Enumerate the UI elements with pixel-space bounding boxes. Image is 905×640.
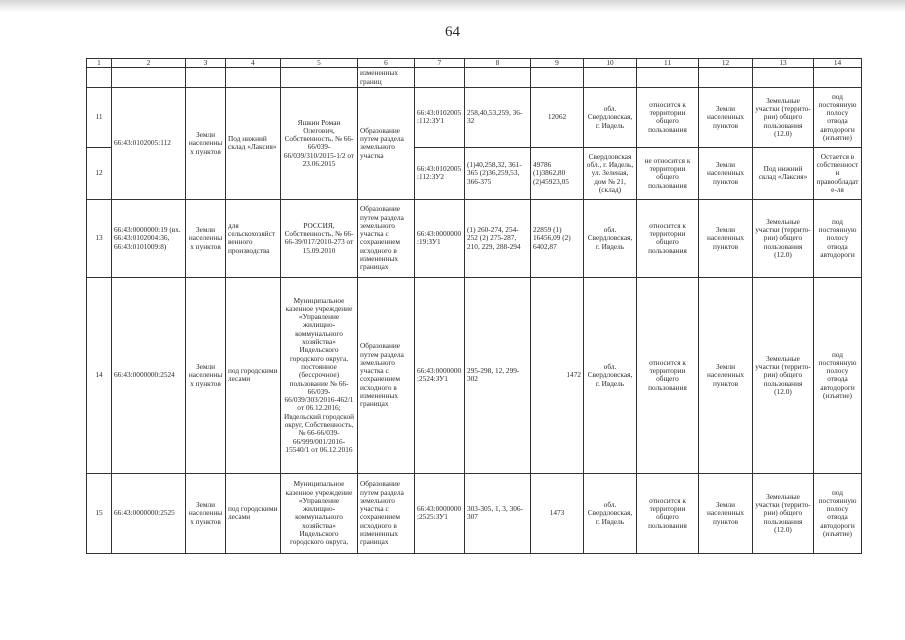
permitted-use: под городскими лесами [226,277,281,473]
new-land-category: Земли населенных пунктов [699,277,753,473]
boundary-points: 258,40,53,259, 36-32 [465,87,531,147]
permitted-use: Под нижний склад «Лаксия» [226,87,281,199]
row-number: 11 [87,87,112,147]
new-permitted-use: Земельные участки (террито-рии) общего пользования (12.0) [753,199,814,277]
header-cell: 8 [465,59,531,68]
purpose: под постоянную полосу отвода автодороги [814,199,862,277]
new-land-category: Земли населенных пунктов [699,147,753,199]
address: обл. Свердловская, г. Ивдель [584,199,637,277]
new-parcel-number: 66:43:0000000:19:ЗУ1 [415,199,465,277]
formation-cell: измененных границ [358,68,415,88]
boundary-points: 295-298, 12, 299-302 [465,277,531,473]
new-parcel-number: 66:43:0000000:2525:ЗУ1 [415,473,465,553]
header-cell: 13 [753,59,814,68]
new-permitted-use: Земельные участки (террито-рии) общего пользования (12.0) [753,277,814,473]
land-category: Земли населенных пунктов [186,87,226,199]
new-permitted-use: Земельные участки (террито-рии) общего пользования (12.0) [753,87,814,147]
cadastral-number: 66:43:0000000:19 (вх. 66:43:0102004:36, 66:43:0101009:8) [112,199,186,277]
header-cell: 9 [531,59,584,68]
row-number: 15 [87,473,112,553]
scan-top-band [0,0,905,12]
formation-method: Образование путем раздела земельного участка с сохранением исходного в измененных границах [358,277,415,473]
table-row [87,199,862,277]
header-cell: 4 [226,59,281,68]
public-use-relation: относится к территории общего пользования [637,87,699,147]
boundary-points: 303-305, 1, 3, 306-307 [465,473,531,553]
new-parcel-number: 66:43:0102005:112:ЗУ1 [415,87,465,147]
address: Свердловская обл., г. Ивдель, ул. Зеленая, дом № 21, (склад) [584,147,637,199]
header-cell: 6 [358,59,415,68]
purpose: под постоянную полосу отвода автодороги (изъятие) [814,473,862,553]
formation-method: Образование путем раздела земельного участка с сохранением исходного в измененных границах [358,473,415,553]
area: 12062 [531,87,584,147]
address: обл. Свердловская, г. Ивдель [584,277,637,473]
land-category: Земли населенных пунктов [186,277,226,473]
header-cell: 11 [637,59,699,68]
boundary-points: (1) 260-274, 254-252 (2) 275-287, 210, 229, 288-294 [465,199,531,277]
header-cell: 12 [699,59,753,68]
new-parcel-number: 66:43:0102005:112:ЗУ2 [415,147,465,199]
header-cell: 1 [87,59,112,68]
owner-rights: Муниципальное казенное учреждение «Управление жилищно-коммунального хозяйства» Ивдельского городского округа, [281,473,358,553]
row-number: 12 [87,147,112,199]
public-use-relation: относится к территории общего пользования [637,199,699,277]
address: обл. Свердловская, г. Ивдель [584,473,637,553]
row-number: 14 [87,277,112,473]
header-cell: 5 [281,59,358,68]
parcel-table [86,58,862,554]
permitted-use: под городскими лесами [226,473,281,553]
header-cell: 3 [186,59,226,68]
area: 1472 [531,277,584,473]
area: 22859 (1) 16456,09 (2) 6402,87 [531,199,584,277]
new-permitted-use: Под нижний склад «Лаксия» [753,147,814,199]
area: 49786 (1)3862,80 (2)45923,05 [531,147,584,199]
boundary-points: (1)40,258,32, 361-365 (2)36,259,53, 366-375 [465,147,531,199]
header-cell: 2 [112,59,186,68]
land-category: Земли населенных пунктов [186,473,226,553]
owner-rights: РОССИЯ, Собственность, № 66-66-39/017/2010-273 от 15.09.2010 [281,199,358,277]
column-number-row [87,59,862,68]
new-land-category: Земли населенных пунктов [699,473,753,553]
table-row [87,87,862,147]
purpose: под постоянную полосу отвода автодороги (изъятие) [814,277,862,473]
table-row-continuation [87,68,862,88]
header-cell: 14 [814,59,862,68]
table-row [87,473,862,553]
header-cell: 7 [415,59,465,68]
cadastral-number: 66:43:0102005:112 [112,87,186,199]
purpose: Остается в собственност и правообладат е-ля [814,147,862,199]
address: обл. Свердловская, г. Ивдель [584,87,637,147]
header-cell: 10 [584,59,637,68]
public-use-relation: относится к территории общего пользования [637,473,699,553]
new-permitted-use: Земельные участки (террито-рии) общего пользования (12.0) [753,473,814,553]
permitted-use: для сельскохозяйственного производства [226,199,281,277]
purpose: под постоянную полосу отвода автодороги (изъятие) [814,87,862,147]
formation-method: Образование путем раздела земельного участка [358,87,415,199]
new-land-category: Земли населенных пунктов [699,87,753,147]
land-category: Земли населенных пунктов [186,199,226,277]
page-number: 64 [445,24,460,40]
cadastral-number: 66:43:0000000:2524 [112,277,186,473]
new-parcel-number: 66:43:0000000:2524:ЗУ1 [415,277,465,473]
cadastral-number: 66:43:0000000:2525 [112,473,186,553]
public-use-relation: относится к территории общего пользования [637,277,699,473]
owner-rights: Муниципальное казенное учреждение «Управление жилищно-коммунального хозяйства» Ивдельского городского округа, постоянное (бессрочное) пользование № 66-66/039-66/039/303/2016-462/1 от 06.12.2016; Ивдельский городской округ, Собственность, № 66-66/039-66/999/001/2016-15540/1 от 06.12.2016 [281,277,358,473]
owner-rights: Яшкин Роман Олегович, Собственность, № 66-66/039-66/039/310/2015-1/2 от 23.06.2015 [281,87,358,199]
table-row [87,277,862,473]
new-land-category: Земли населенных пунктов [699,199,753,277]
public-use-relation: не относится к территории общего пользования [637,147,699,199]
row-number: 13 [87,199,112,277]
area: 1473 [531,473,584,553]
formation-method: Образование путем раздела земельного участка с сохранением исходного в измененных границах [358,199,415,277]
